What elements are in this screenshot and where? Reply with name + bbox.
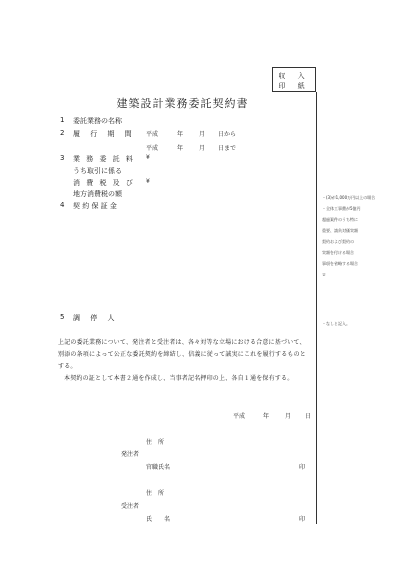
revenue-stamp-box <box>272 67 316 92</box>
period-end-month: 月 <box>199 145 206 152</box>
margin-note-1: ・(3)が1,000万円以上の場合 ・全体工事費が5億円 超過案件のうち特に 重要、請負対価実額 契約および契約の 実額を付ける場合 事項を省略する場合 ロ <box>322 195 376 277</box>
document-title: 建築設計業務委託契約書 <box>116 97 249 110</box>
body-paragraph-2: 本契約の証として本書２通を作成し、当事者記名押印の上、各自１通を保有する。 <box>64 375 294 382</box>
client-seal-mark: 印 <box>299 464 306 471</box>
contractor-address-label: 住 所 <box>146 490 165 497</box>
clause-3-label-line4: 地方消費税の額 <box>73 190 122 198</box>
period-start-year: 年 <box>177 131 184 138</box>
date-year: 年 <box>263 413 270 420</box>
clause-2-label: 履 行 期 間 <box>73 130 136 138</box>
client-address-label: 住 所 <box>146 439 165 446</box>
period-end-era: 平成 <box>146 145 159 152</box>
clause-3-number: 3 <box>60 154 65 162</box>
client-name-label: 官職氏名 <box>146 464 171 471</box>
clause-4-label: 契 約 保 証 金 <box>73 202 117 210</box>
clause-1-number: 1 <box>60 116 65 124</box>
clause-4-number: 4 <box>60 201 65 209</box>
client-role-label: 発注者 <box>121 451 140 458</box>
clause-3-label-line1: 業 務 委 託 料 <box>73 155 135 163</box>
contract-body <box>58 337 308 385</box>
date-month: 月 <box>285 413 292 420</box>
clause-1-label: 委託業務の名称 <box>73 117 122 125</box>
period-start-era: 平成 <box>146 131 159 138</box>
margin-note-2: ・なしと記入。 <box>322 321 350 326</box>
period-end-day: 日まで <box>218 145 237 152</box>
clause-2-number: 2 <box>60 129 65 137</box>
body-paragraph-1: 上記の委託業務について、発注者と受注者は、各々対等な立場における合意に基づいて、別添の条項によって公正な委託契約を締結し、信義に従って誠実にこれを履行するものとする。 <box>58 339 307 370</box>
clause-3-label-line2: うち取引に係る <box>73 167 122 175</box>
clause-5-label: 調 停 人 <box>73 314 119 322</box>
period-start-month: 月 <box>199 131 206 138</box>
tax-yen-sign: ¥ <box>146 178 150 185</box>
contractor-role-label: 受注者 <box>121 503 140 510</box>
date-era: 平成 <box>233 413 246 420</box>
clause-5-number: 5 <box>60 313 65 321</box>
date-day: 日 <box>305 413 312 420</box>
contractor-name-label: 氏 名 <box>146 516 171 523</box>
period-start-day: 日から <box>218 131 237 138</box>
stamp-label-line2: 印 紙 <box>278 82 310 90</box>
margin-divider <box>316 92 317 524</box>
clause-3-label-line3: 消 費 税 及 び <box>73 179 135 187</box>
fee-yen-sign: ¥ <box>146 154 150 161</box>
stamp-label-line1: 収 入 <box>278 72 310 80</box>
period-end-year: 年 <box>177 145 184 152</box>
contractor-seal-mark: 印 <box>299 516 306 523</box>
